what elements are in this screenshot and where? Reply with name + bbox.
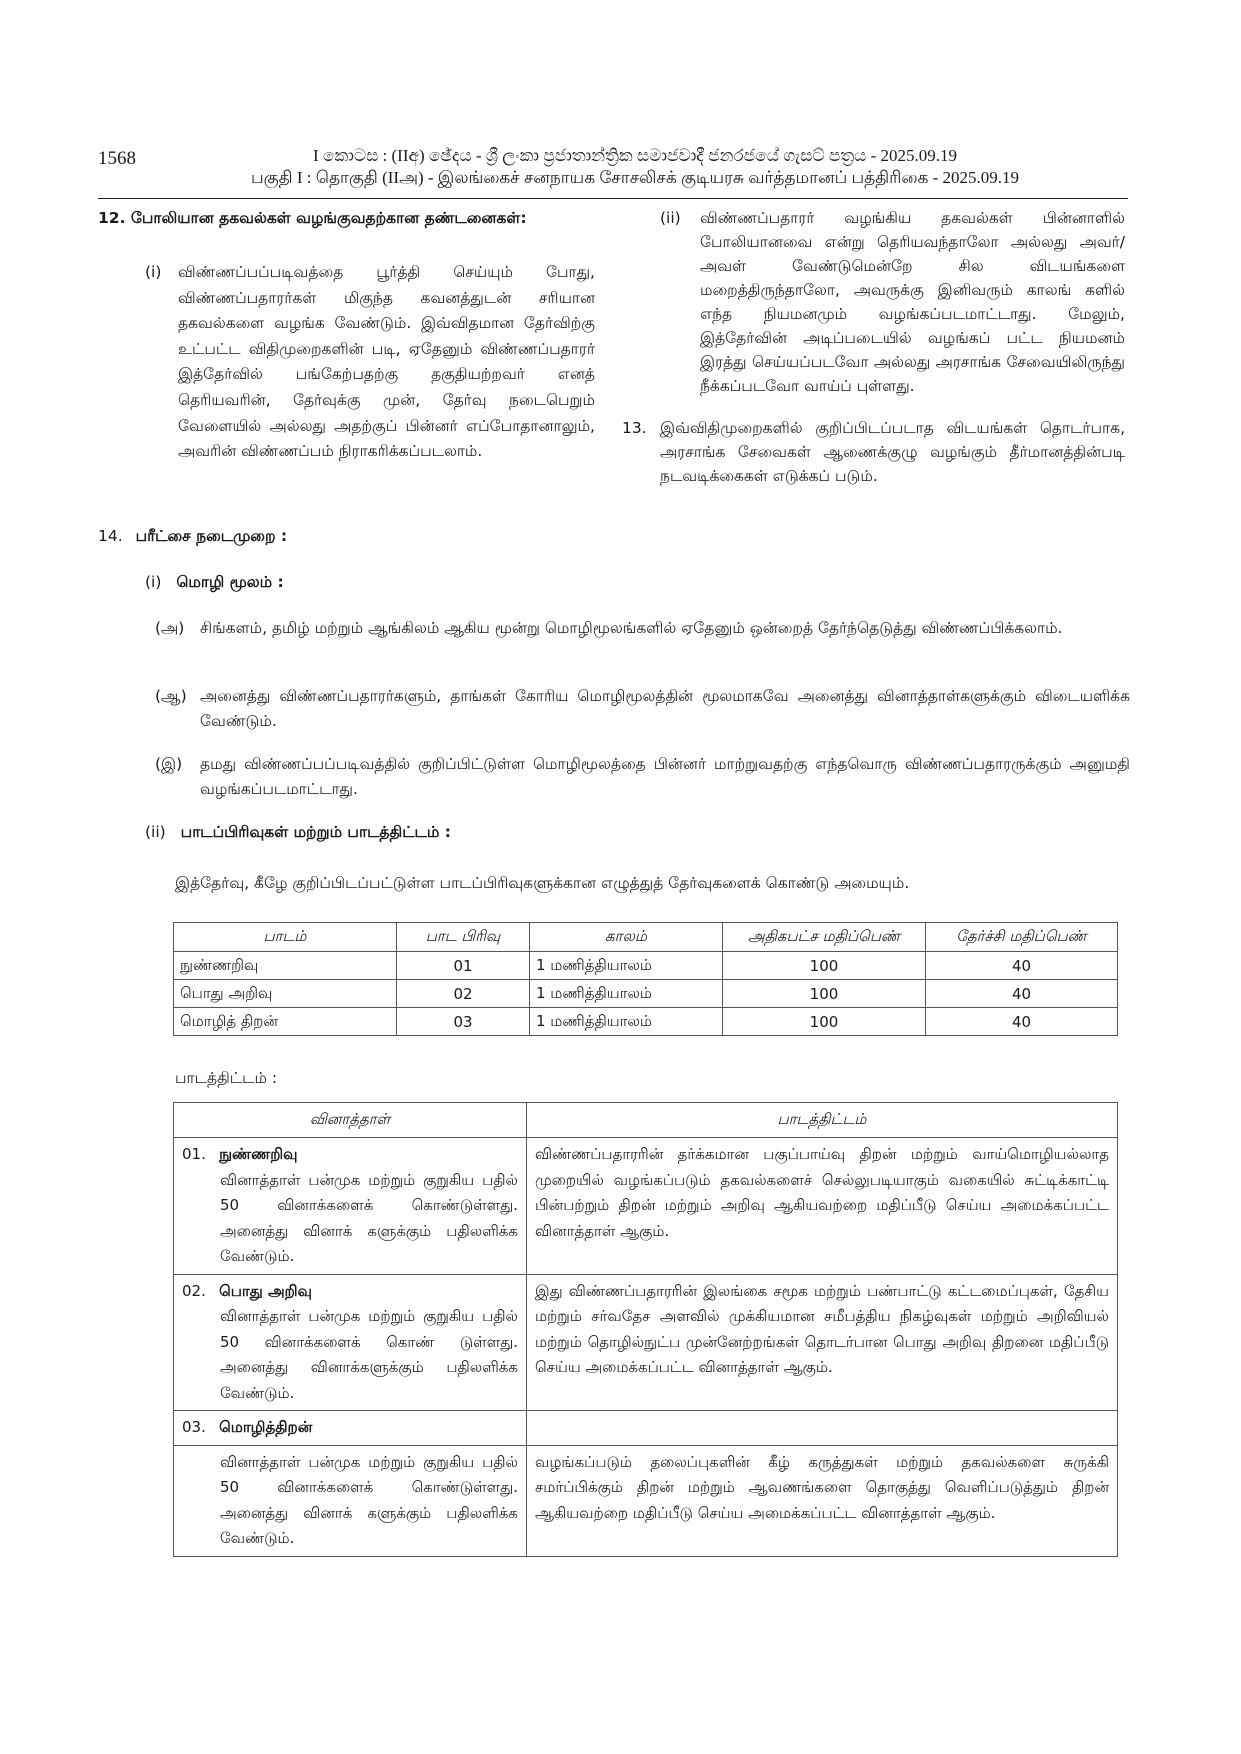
paper-description: வினாத்தாள் பன்முக மற்றும் குறுகிய பதில் 50 வினாக்களைக் கொண்டுள்ளது. அனைத்து வினாக் களுக்கும் பதிலளிக்க வேண்டும். <box>220 1452 518 1547</box>
item-label: (அ) <box>155 619 185 637</box>
table-row <box>174 952 1118 980</box>
section-13 <box>622 416 1125 488</box>
subjects-table <box>173 922 1118 1036</box>
item-label: (ஆ) <box>155 687 187 705</box>
cell-max-marks: 100 <box>723 952 926 980</box>
cell-subject: பொது அறிவு <box>174 980 397 1008</box>
medium-item-i <box>155 752 1130 802</box>
cell-pass-marks: 40 <box>926 1008 1118 1036</box>
cell-subject: நுண்ணறிவு <box>174 952 397 980</box>
table-row <box>174 1411 1118 1446</box>
syllabus-text: இது விண்ணப்பதாரரின் இலங்கை சமூக மற்றும் பண்பாட்டு கட்டமைப்புகள், தேசிய மற்றும் சர்வதேச அளவில் முக்கியமான சமீபத்திய நிகழ்வுகள் மற்றும் அறிவியல் மற்றும் தொழில்நுட்ப முன்னேற்றங்கள் தொடர்பான பொது அறிவு திறனை மதிப்பீடு செய்ய அமைக்கப்பட்ட வினாத்தாள் ஆகும். <box>527 1274 1118 1411</box>
table-row <box>174 1008 1118 1036</box>
syllabus-title: பாடத்திட்டம் : <box>175 1069 278 1087</box>
paper-heading <box>182 1415 518 1441</box>
gazette-header-sinhala: I කොටස : (IIඅ) ඡේදය - ශ්‍රී ලංකා ප්‍රජාතාන්ත්‍රික සමාජවාදී ජනරජයේ ගැසට් පත්‍රය - 2025.09.19 <box>312 146 958 165</box>
paper-cell <box>174 1274 527 1411</box>
paper-number: 03. <box>182 1418 206 1436</box>
cell-max-marks: 100 <box>723 1008 926 1036</box>
medium-title: மொழி மூலம் : <box>176 573 284 591</box>
medium-item-aa <box>155 684 1130 734</box>
subjects-heading <box>145 820 451 845</box>
header-max-marks: அதிகபட்ச மதிப்பெண் <box>723 923 926 952</box>
header-question-paper: வினாத்தாள் <box>174 1103 527 1138</box>
header-syllabus: பாடத்திட்டம் <box>527 1103 1118 1138</box>
cell-duration: 1 மணித்தியாலம் <box>530 952 723 980</box>
section-13-number: 13. <box>622 419 647 437</box>
table-row <box>174 980 1118 1008</box>
gazette-header-tamil: பகுதி I : தொகுதி (IIஅ) - இலங்கைச் சனநாயக சோசலிசக் குடியரசு வர்த்தமானப் பத்திரிகை - 2025.09.19 <box>251 168 1019 187</box>
syllabus-text: வழங்கப்படும் தலைப்புகளின் கீழ் கருத்துகள் மற்றும் தகவல்களை சுருக்கி சமர்ப்பிக்கும் திறன் மற்றும் ஆவணங்களை தொகுத்து வெளிப்படுத்தும் திறன் ஆகியவற்றை மதிப்பீடு செய்ய அமைக்கப்பட்ட வினாத்தாள் ஆகும். <box>527 1445 1118 1556</box>
cell-duration: 1 மணித்தியாலம் <box>530 980 723 1008</box>
section-12-item-ii <box>660 206 1125 398</box>
header-paper: பாட பிரிவு <box>397 923 530 952</box>
paper-description: வினாத்தாள் பன்முக மற்றும் குறுகிய பதில் 50 வினாக்களைக் கொண்டுள்ளது. அனைத்து வினாக் களுக்கும் பதிலளிக்க வேண்டும். <box>220 1170 518 1265</box>
paper-description: வினாத்தாள் பன்முக மற்றும் குறுகிய பதில் 50 வினாக்களைக் கொண் டுள்ளது. அனைத்து வினாக்களுக்கும் பதிலளிக்க வேண்டும். <box>220 1307 518 1402</box>
header-duration: காலம் <box>530 923 723 952</box>
paper-name: நுண்ணறிவு <box>219 1145 298 1163</box>
section-12-title: போலியான தகவல்கள் வழங்குவதற்கான தண்டனைகள்: <box>130 209 527 227</box>
cell-pass-marks: 40 <box>926 952 1118 980</box>
item-label: (ii) <box>660 209 681 227</box>
table-header-row <box>174 1103 1118 1138</box>
paper-cell <box>174 1411 527 1446</box>
section-12-number: 12. <box>98 209 126 227</box>
medium-label: (i) <box>145 573 162 591</box>
section-14-number: 14. <box>98 527 123 545</box>
item-label: (i) <box>145 263 162 281</box>
paper-number: 02. <box>182 1281 206 1300</box>
item-label: (இ) <box>155 755 183 773</box>
section-13-text: இவ்விதிமுறைகளில் குறிப்பிடப்படாத விடயங்கள் தொடர்பாக, அரசாங்க சேவைகள் ஆணைக்குழு வழங்கும் தீர்மானத்தின்படி நடவடிக்கைகள் எடுக்கப் படும். <box>660 419 1125 485</box>
table-row <box>174 1445 1118 1556</box>
cell-paper: 03 <box>397 1008 530 1036</box>
cell-paper: 02 <box>397 980 530 1008</box>
empty-cell <box>527 1411 1118 1446</box>
paper-cell <box>174 1138 527 1275</box>
section-14-heading <box>98 524 287 549</box>
cell-duration: 1 மணித்தியாலம் <box>530 1008 723 1036</box>
syllabus-text: விண்ணப்பதாரரின் தர்க்கமான பகுப்பாய்வு திறன் மற்றும் வாய்மொழியல்லாத முறையில் வழங்கப்படும் தகவல்களைச் செல்லுபடியாகும் வகையில் சுட்டிக்காட்டி பின்பற்றும் திறன் மற்றும் அறிவு ஆகியவற்றை மதிப்பீடு செய்ய அமைக்கப்பட்ட வினாத்தாள் ஆகும். <box>527 1138 1118 1275</box>
table-row <box>174 1274 1118 1411</box>
header-pass-marks: தேர்ச்சி மதிப்பெண் <box>926 923 1118 952</box>
syllabus-table <box>173 1102 1118 1557</box>
cell-pass-marks: 40 <box>926 980 1118 1008</box>
cell-paper: 01 <box>397 952 530 980</box>
paper-heading <box>182 1279 518 1305</box>
item-text: சிங்களம், தமிழ் மற்றும் ஆங்கிலம் ஆகிய மூன்று மொழிமூலங்களில் ஏதேனும் ஒன்றைத் தேர்ந்தெடுத்து விண்ணப்பிக்கலாம். <box>200 619 1063 637</box>
item-text: விண்ணப்பப்படிவத்தை பூர்த்தி செய்யும் போது, விண்ணப்பதாரர்கள் மிகுந்த கவனத்துடன் சரியான தகவல்களை வழங்க வேண்டும். இவ்விதமான தேர்விற்கு உட்பட்ட விதிமுறைகளின் படி, ஏதேனும் விண்ணப்பதாரர் இத்தேர்வில் பங்கேற்பதற்கு தகுதியற்றவர் எனத் தெரியவரின், தேர்வுக்கு முன், தேர்வு நடைபெறும் வேளையில் அல்லது அதற்குப் பின்னர் எப்போதானாலும், அவரின் விண்ணப்பம் நிராகரிக்கப்படலாம். <box>178 263 595 461</box>
paper-heading <box>182 1142 518 1168</box>
subjects-title: பாடப்பிரிவுகள் மற்றும் பாடத்திட்டம் : <box>180 823 451 841</box>
paper-number: 01. <box>182 1145 206 1163</box>
cell-subject: மொழித் திறன் <box>174 1008 397 1036</box>
header-divider <box>98 198 1128 199</box>
header-subject: பாடம் <box>174 923 397 952</box>
section-14-title: பரீட்சை நடைமுறை : <box>135 527 288 545</box>
medium-item-a <box>155 616 1130 641</box>
item-text: தமது விண்ணப்பப்படிவத்தில் குறிப்பிட்டுள்ள மொழிமூலத்தை பின்னர் மாற்றுவதற்கு எந்தவொரு விண்ணப்பதாரருக்கும் அனுமதி வழங்கப்படமாட்டாது. <box>200 755 1130 798</box>
section-12-item-i <box>145 260 595 465</box>
item-text: விண்ணப்பதாரர் வழங்கிய தகவல்கள் பின்னாளில் போலியானவை என்று தெரியவந்தாலோ அல்லது அவர்/அவள் வேண்டுமென்றே சில விடயங்களை மறைத்திருந்தாலோ, அவருக்கு இனிவரும் காலங் களில் எந்த நியமனமும் வழங்கப்படமாட்டாது. மேலும், இத்தேர்வின் அடிப்படையில் வழங்கப் பட்ட நியமனம் இரத்து செய்யப்படவோ அல்லது அரசாங்க சேவையிலிருந்து நீக்கப்படவோ வாய்ப் புள்ளது. <box>700 209 1125 395</box>
paper-name: பொது அறிவு <box>219 1281 312 1300</box>
cell-max-marks: 100 <box>723 980 926 1008</box>
medium-heading <box>145 570 284 595</box>
item-text: அனைத்து விண்ணப்பதாரர்களும், தாங்கள் கோரிய மொழிமூலத்தின் மூலமாகவே அனைத்து வினாத்தாள்களுக்கும் விடையளிக்க வேண்டும். <box>200 687 1130 730</box>
paper-cell <box>174 1445 527 1556</box>
subjects-intro: இத்தேர்வு, கீழே குறிப்பிடப்பட்டுள்ள பாடப்பிரிவுகளுக்கான எழுத்துத் தேர்வுகளைக் கொண்டு அமையும். <box>175 874 910 892</box>
table-header-row <box>174 923 1118 952</box>
subjects-label: (ii) <box>145 823 166 841</box>
section-12-heading <box>98 206 608 231</box>
page-number: 1568 <box>98 148 136 169</box>
table-row <box>174 1138 1118 1275</box>
paper-name: மொழித்திறன் <box>219 1418 313 1436</box>
